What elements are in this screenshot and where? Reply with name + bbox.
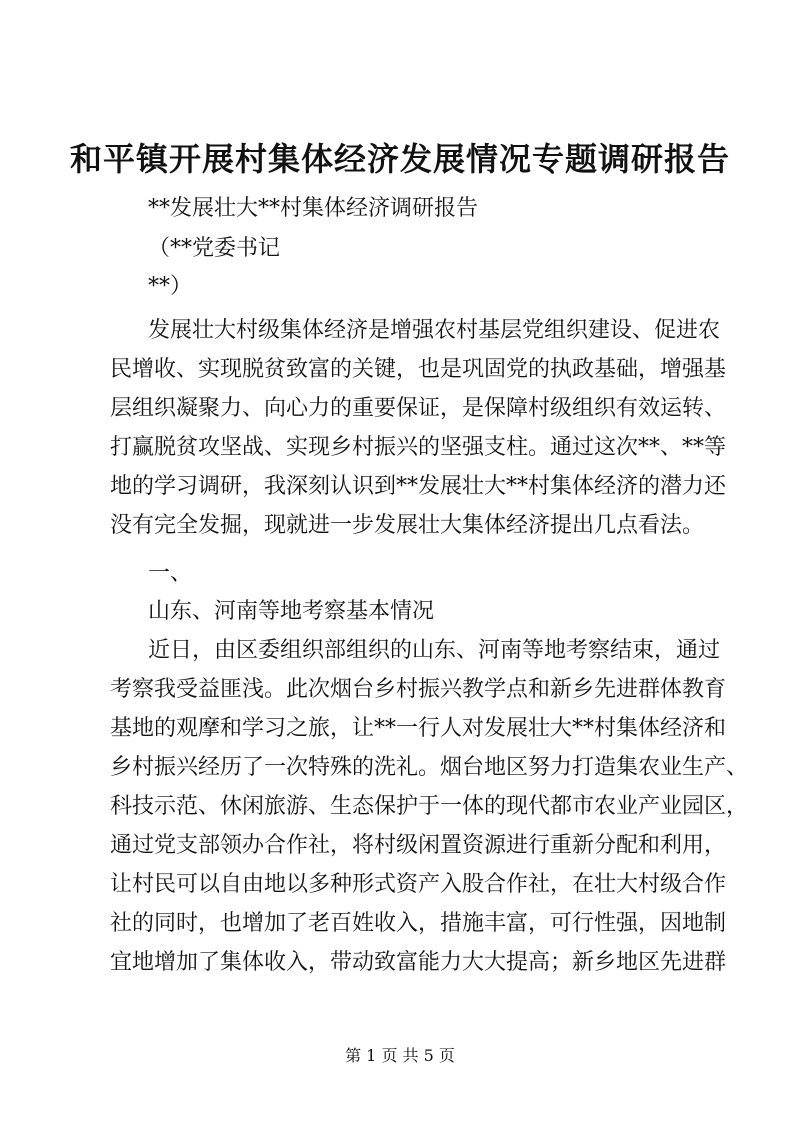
paragraph-2-line-7: 让村民可以自由地以多种形式资产入股合作社，在壮大村级合作 [110,872,727,897]
paragraph-2-line-8: 社的同时，也增加了老百姓收入，措施丰富，可行性强，因地制 [110,911,727,936]
author-line-2: **） [148,274,193,299]
paragraph-2-line-6: 通过党支部领办合作社，将村级闲置资源进行重新分配和利用， [110,833,727,858]
paragraph-2-line-5: 科技示范、休闲旅游、生态保护于一体的现代都市农业产业园区， [110,794,749,819]
paragraph-1-line-5: 地的学习调研，我深刻认识到**发展壮大**村集体经济的潜力还 [110,474,727,499]
author-line-1: （**党委书记 [148,236,281,261]
paragraph-1-line-6: 没有完全发掘，现就进一步发展壮大集体经济提出几点看法。 [110,513,705,538]
paragraph-2-line-4: 乡村振兴经历了一次特殊的洗礼。烟台地区努力打造集农业生产、 [110,755,749,780]
paragraph-1-line-1: 发展壮大村级集体经济是增强农村基层党组织建设、促进农 [148,318,721,343]
section-title: 山东、河南等地考察基本情况 [148,599,435,624]
paragraph-1-line-2: 民增收、实现脱贫致富的关键，也是巩固党的执政基础，增强基 [110,357,727,382]
paragraph-1-line-3: 层组织凝聚力、向心力的重要保证，是保障村级组织有效运转、 [110,396,727,421]
page-number-footer: 第 1 页 共 5 页 [345,1046,455,1065]
paragraph-2-line-2: 考察我受益匪浅。此次烟台乡村振兴教学点和新乡先进群体教育 [110,677,727,702]
paragraph-2-line-9: 宜地增加了集体收入，带动致富能力大大提高；新乡地区先进群 [110,950,727,975]
paragraph-1-line-4: 打赢脱贫攻坚战、实现乡村振兴的坚强支柱。通过这次**、**等 [110,435,727,460]
section-number: 一、 [148,561,193,586]
paragraph-2-line-3: 基地的观摩和学习之旅，让**一行人对发展壮大**村集体经济和 [110,716,727,741]
document-title: 和平镇开展村集体经济发展情况专题调研报告 [69,140,730,178]
document-subtitle: **发展壮大**村集体经济调研报告 [148,196,479,221]
paragraph-2-line-1: 近日，由区委组织部组织的山东、河南等地考察结束，通过 [148,638,721,663]
